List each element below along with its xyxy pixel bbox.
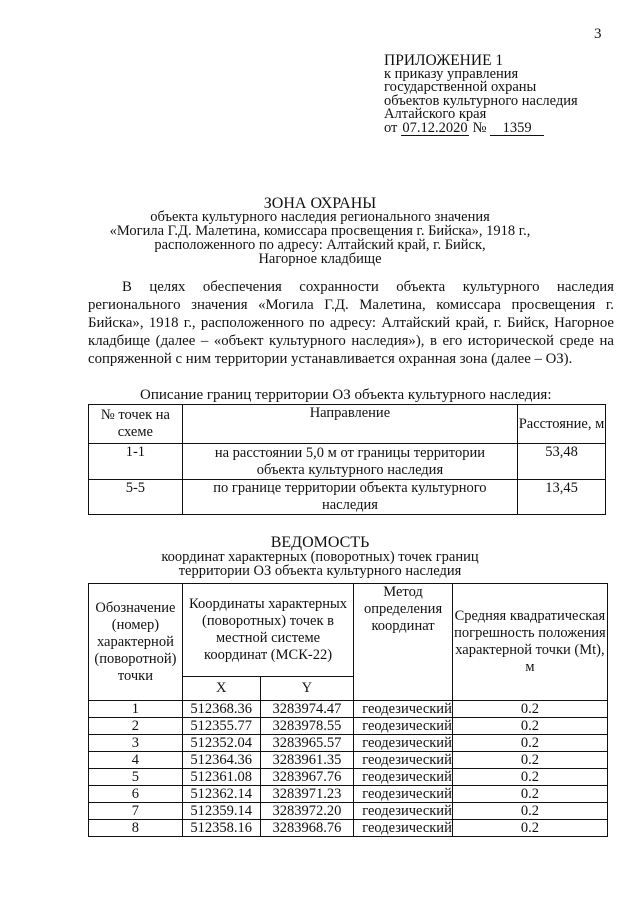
- cell-x: 512361.08: [182, 769, 260, 786]
- cell-error: 0.2: [452, 701, 607, 718]
- cell-point: 6: [89, 786, 183, 803]
- cell-points: 5-5: [89, 480, 183, 515]
- cell-distance: 53,48: [518, 444, 606, 480]
- cell-x: 512368.36: [182, 701, 260, 718]
- cell-x: 512362.14: [182, 786, 260, 803]
- subtitle-line: «Могила Г.Д. Малетина, комиссара просвещения г. Бийска», 1918 г.,: [109, 223, 531, 239]
- table-row: [89, 701, 608, 718]
- from-label: от: [384, 119, 398, 136]
- cell-point: 4: [89, 752, 183, 769]
- subtitle-line: расположенного по адресу: Алтайский край, г. Бийск,: [154, 237, 486, 253]
- intro-text: В целях обеспечения сохранности объекта культурного наследия регионального значения «Могила Г.Д. Малетина, комиссара просвещения г. Бийска», 1918 г., расположенного по адресу: Алтайский край, г. Бийск, Нагорное кладбище (далее – «объект культурного наследия»), в его исторической среде на сопряженной с ним территории устанавливается охранная зона (далее – ОЗ).: [88, 279, 614, 367]
- cell-method: геодезический: [354, 718, 453, 735]
- header-coordinates: Координаты характерных (поворотных) точек в местной системе координат (МСК-22): [182, 584, 353, 677]
- boundary-table: [88, 404, 606, 515]
- header-points: № точек на схеме: [89, 405, 183, 444]
- appendix-heading: ПРИЛОЖЕНИЕ 1: [384, 52, 504, 69]
- table-row: [89, 820, 608, 837]
- cell-error: 0.2: [452, 803, 607, 820]
- cell-error: 0.2: [452, 735, 607, 752]
- appendix-line: Алтайского края: [384, 106, 487, 122]
- cell-y: 3283968.76: [260, 820, 354, 837]
- number-label: №: [472, 119, 487, 136]
- cell-error: 0.2: [452, 752, 607, 769]
- cell-y: 3283965.57: [260, 735, 354, 752]
- order-date: 07.12.2020: [402, 119, 468, 136]
- cell-point: 3: [89, 735, 183, 752]
- cell-x: 512364.36: [182, 752, 260, 769]
- header-direction: Направление: [182, 405, 517, 444]
- table-row: [89, 803, 608, 820]
- document-title: ЗОНА ОХРАНЫ: [263, 195, 377, 212]
- cell-y: 3283972.20: [260, 803, 354, 820]
- cell-x: 512355.77: [182, 718, 260, 735]
- appendix-line: объектов культурного наследия: [384, 92, 578, 109]
- appendix-date-line: [384, 119, 578, 137]
- cell-x: 512359.14: [182, 803, 260, 820]
- cell-x: 512352.04: [182, 735, 260, 752]
- cell-method: геодезический: [354, 769, 453, 786]
- table-header-row: [89, 405, 606, 444]
- table-row: [89, 718, 608, 735]
- cell-distance: 13,45: [518, 480, 606, 515]
- order-number: 1359: [490, 122, 544, 137]
- cell-method: геодезический: [354, 735, 453, 752]
- table-header-row: [89, 584, 608, 677]
- header-x: X: [182, 676, 260, 700]
- page-number: 3: [594, 26, 602, 42]
- cell-method: геодезический: [354, 820, 453, 837]
- coordinates-table: [88, 583, 608, 837]
- cell-method: геодезический: [354, 701, 453, 718]
- header-distance: Расстояние, м: [518, 405, 606, 444]
- table-row: [89, 735, 608, 752]
- cell-error: 0.2: [452, 718, 607, 735]
- appendix-line: государственной охраны: [384, 79, 537, 95]
- subtitle-line: Нагорное кладбище: [258, 251, 382, 267]
- cell-y: 3283967.76: [260, 769, 354, 786]
- table-row: [89, 786, 608, 803]
- cell-y: 3283974.47: [260, 701, 354, 718]
- table-row: [89, 480, 606, 515]
- statement-line: территории ОЗ объекта культурного наследия: [178, 563, 462, 579]
- appendix-block: [384, 54, 578, 136]
- cell-point: 7: [89, 803, 183, 820]
- header-y: Y: [260, 676, 354, 700]
- table-row: [89, 769, 608, 786]
- cell-point: 5: [89, 769, 183, 786]
- header-point-id: Обозначение (номер) характерной (поворотной) точки: [89, 584, 183, 701]
- statement-heading: ВЕДОМОСТЬ: [270, 534, 370, 551]
- header-method: Метод определения координат: [354, 584, 453, 701]
- cell-error: 0.2: [452, 820, 607, 837]
- cell-point: 8: [89, 820, 183, 837]
- subtitle-line: объекта культурного наследия регионального значения: [150, 209, 490, 225]
- cell-y: 3283961.35: [260, 752, 354, 769]
- cell-method: геодезический: [354, 752, 453, 769]
- cell-error: 0.2: [452, 786, 607, 803]
- header-error: Средняя квадратическая погрешность положения характерной точки (Mt), м: [452, 584, 607, 701]
- cell-method: геодезический: [354, 786, 453, 803]
- cell-direction: по границе территории объекта культурного наследия: [182, 480, 517, 515]
- cell-method: геодезический: [354, 803, 453, 820]
- cell-points: 1-1: [89, 444, 183, 480]
- cell-y: 3283978.55: [260, 718, 354, 735]
- cell-point: 1: [89, 701, 183, 718]
- statement-subtitle: [0, 550, 640, 578]
- cell-x: 512358.16: [182, 820, 260, 837]
- document-subtitle: [0, 210, 640, 266]
- table-row: [89, 444, 606, 480]
- boundary-description: Описание границ территории ОЗ объекта культурного наследия:: [140, 387, 552, 403]
- cell-y: 3283971.23: [260, 786, 354, 803]
- appendix-line: к приказу управления: [384, 65, 519, 82]
- cell-direction: на расстоянии 5,0 м от границы территории объекта культурного наследия: [182, 444, 517, 480]
- table-row: [89, 752, 608, 769]
- intro-paragraph: [88, 278, 614, 368]
- cell-error: 0.2: [452, 769, 607, 786]
- cell-point: 2: [89, 718, 183, 735]
- statement-line: координат характерных (поворотных) точек границ: [161, 549, 479, 565]
